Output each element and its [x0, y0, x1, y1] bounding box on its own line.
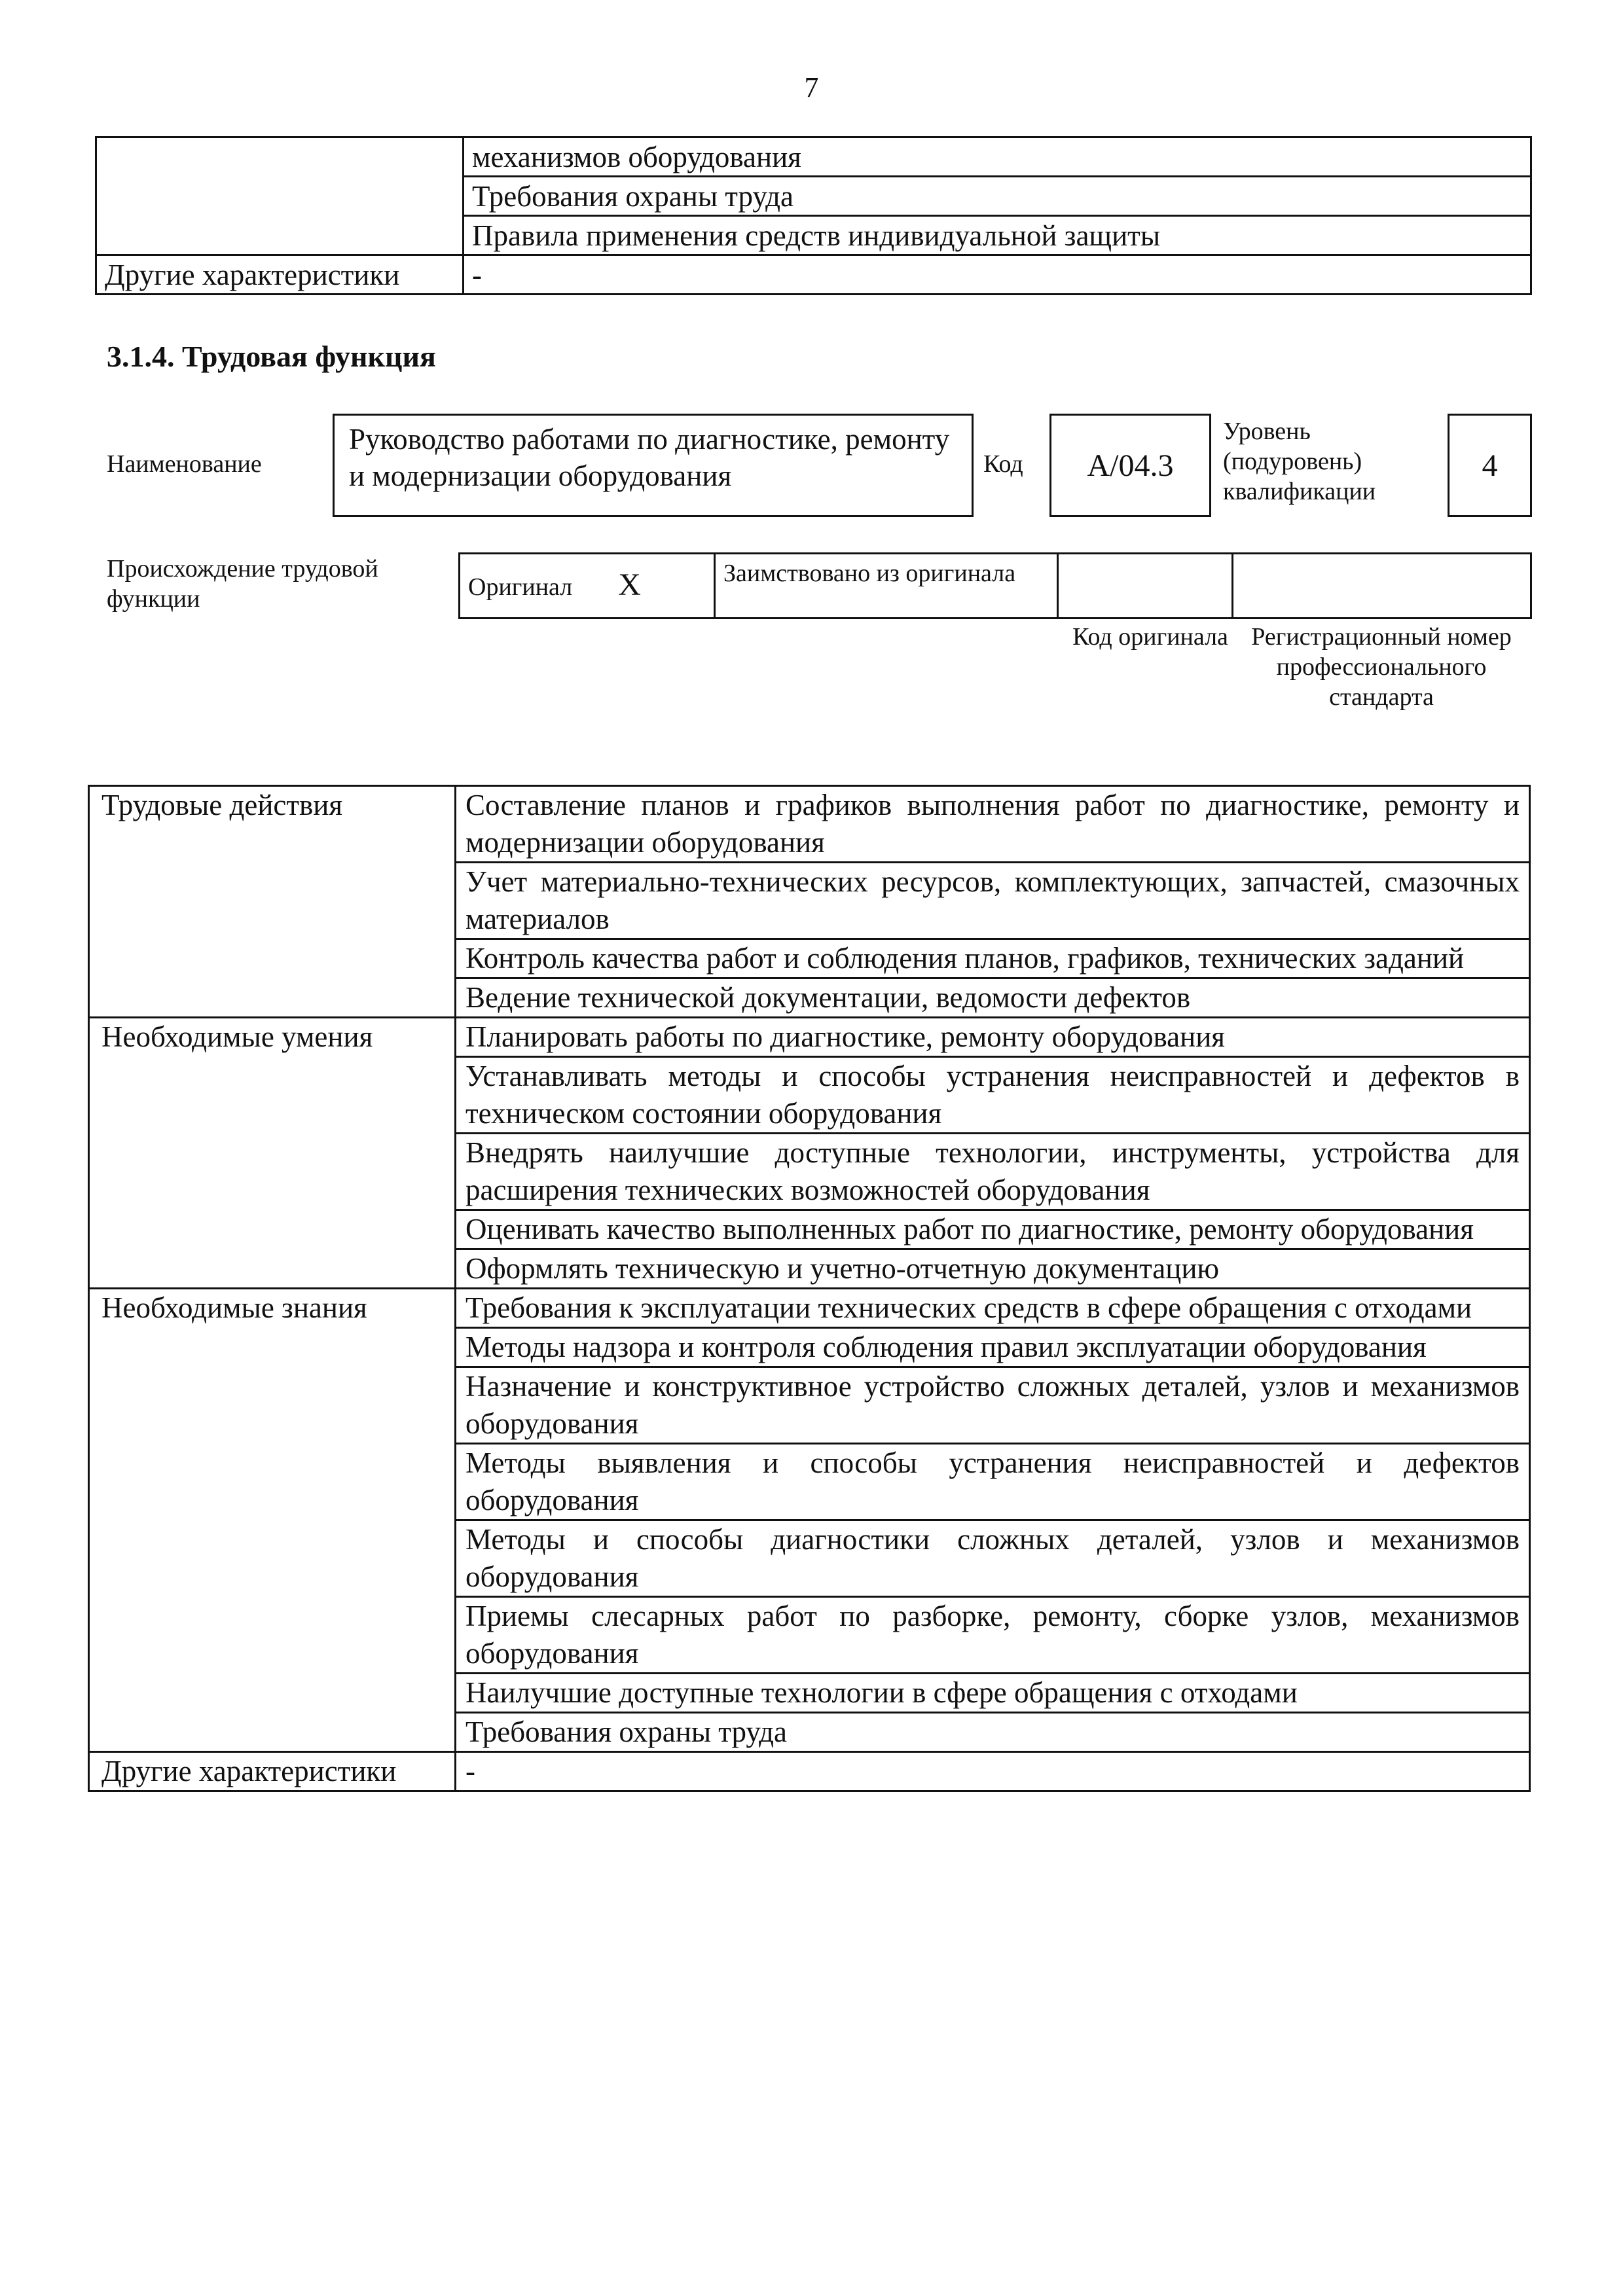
- section-label: Необходимые знания: [89, 1289, 456, 1752]
- function-code-box: A/04.3: [1049, 414, 1211, 517]
- original-label: Оригинал: [468, 573, 573, 601]
- table-row: [460, 554, 1531, 619]
- table-row: [96, 255, 1531, 295]
- empty-label-cell: [96, 137, 464, 255]
- table-cell: Планировать работы по диагностике, ремонту оборудования: [456, 1018, 1530, 1057]
- table-cell: Требования к эксплуатации технических средств в сфере обращения с отходами: [456, 1289, 1530, 1328]
- function-details-table: [88, 785, 1531, 1792]
- section-label: Необходимые умения: [89, 1018, 456, 1289]
- table-row: [96, 137, 1531, 177]
- table-cell: Составление планов и графиков выполнения работ по диагностике, ремонту и модернизации оборудования: [456, 786, 1530, 863]
- other-characteristics-value: -: [464, 255, 1531, 295]
- table-cell: Методы и способы диагностики сложных деталей, узлов и механизмов оборудования: [456, 1520, 1530, 1597]
- table-cell: Контроль качества работ и соблюдения планов, графиков, технических заданий: [456, 939, 1530, 978]
- table-cell: Ведение технической документации, ведомости дефектов: [456, 978, 1530, 1018]
- continuation-table: [95, 136, 1532, 295]
- origin-table: [458, 552, 1532, 619]
- qualification-level-box: 4: [1448, 414, 1532, 517]
- other-characteristics-label: Другие характеристики: [96, 255, 464, 295]
- origin-label: Происхождение трудовой функции: [107, 555, 378, 613]
- name-label: Наименование: [107, 450, 262, 478]
- table-cell: Методы надзора и контроля соблюдения правил эксплуатации оборудования: [456, 1328, 1530, 1367]
- table-cell: Правила применения средств индивидуальной защиты: [464, 216, 1531, 255]
- borrowed-cell: Заимствовано из оригинала: [715, 554, 1058, 619]
- table-cell: Требования охраны труда: [464, 177, 1531, 216]
- table-cell: Методы выявления и способы устранения неисправностей и дефектов оборудования: [456, 1444, 1530, 1520]
- section-label: Трудовые действия: [89, 786, 456, 1018]
- page-number: 7: [804, 71, 819, 103]
- original-mark: X: [618, 567, 641, 602]
- table-row: [89, 1289, 1530, 1328]
- original-code-caption: Код оригинала: [1072, 623, 1228, 651]
- table-row: [89, 786, 1530, 863]
- section-title: 3.1.4. Трудовая функция: [107, 340, 436, 373]
- table-cell: Внедрять наилучшие доступные технологии, инструменты, устройства для расширения технических возможностей оборудования: [456, 1134, 1530, 1210]
- registration-number-caption: Регистрационный номер профессионального стандарта: [1251, 623, 1512, 711]
- other-characteristics-value: -: [456, 1752, 1530, 1791]
- table-row: [89, 1752, 1530, 1791]
- registration-number-cell: [1233, 554, 1531, 619]
- table-row: [89, 1018, 1530, 1057]
- table-cell: Требования охраны труда: [456, 1713, 1530, 1752]
- table-cell: Приемы слесарных работ по разборке, ремонту, сборке узлов, механизмов оборудования: [456, 1597, 1530, 1674]
- table-cell: Наилучшие доступные технологии в сфере обращения с отходами: [456, 1674, 1530, 1713]
- table-cell: Оформлять техническую и учетно-отчетную документацию: [456, 1249, 1530, 1289]
- original-code-cell: [1058, 554, 1233, 619]
- code-label: Код: [983, 450, 1023, 478]
- function-name-box: Руководство работами по диагностике, ремонту и модернизации оборудования: [333, 414, 974, 517]
- other-characteristics-label: Другие характеристики: [89, 1752, 456, 1791]
- table-cell: Назначение и конструктивное устройство сложных деталей, узлов и механизмов оборудования: [456, 1367, 1530, 1444]
- table-cell: Оценивать качество выполненных работ по диагностике, ремонту оборудования: [456, 1210, 1530, 1249]
- original-cell: [460, 554, 715, 619]
- table-cell: механизмов оборудования: [464, 137, 1531, 177]
- level-label: Уровень (подуровень) квалификации: [1223, 418, 1376, 505]
- table-cell: Учет материально-технических ресурсов, комплектующих, запчастей, смазочных материалов: [456, 863, 1530, 939]
- table-cell: Устанавливать методы и способы устранения неисправностей и дефектов в техническом состоянии оборудования: [456, 1057, 1530, 1134]
